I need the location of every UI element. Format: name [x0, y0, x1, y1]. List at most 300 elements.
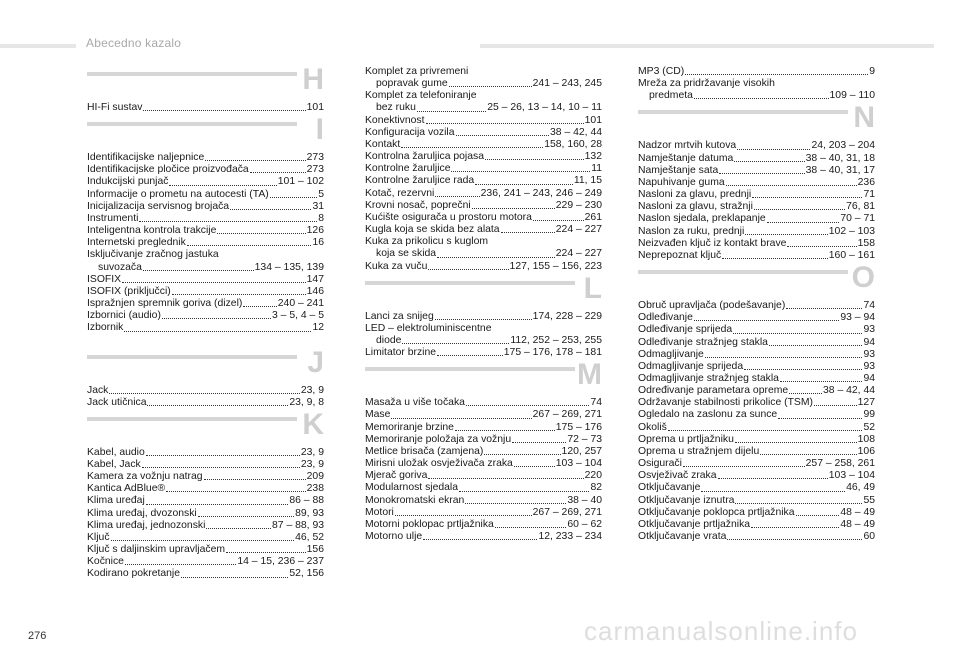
entry-text: Ključ — [87, 531, 110, 543]
index-section — [638, 66, 875, 102]
dot-leader — [744, 369, 862, 370]
index-entry — [87, 568, 324, 580]
index-entry — [638, 165, 875, 177]
entry-pages: 236 — [857, 176, 875, 188]
dot-leader — [449, 86, 532, 87]
entry-pages: 257 – 258, 261 — [805, 458, 875, 470]
entry-pages: 89, 93 — [295, 507, 324, 519]
index-entry — [365, 422, 602, 434]
index-entry — [87, 471, 324, 483]
entry-pages: 74 — [863, 300, 875, 312]
entry-pages: 120, 257 — [561, 445, 602, 457]
entry-pages: 174, 228 – 229 — [532, 310, 602, 322]
index-entry — [365, 507, 602, 519]
dot-leader — [737, 149, 810, 150]
entry-text: Odleđivanje stražnjeg stakla — [638, 336, 768, 348]
index-entry — [365, 66, 602, 78]
dot-leader — [465, 503, 566, 504]
header-rule-right — [480, 44, 934, 48]
dot-leader — [512, 442, 566, 443]
entry-text: Mreža za pridržavanje visokih — [638, 78, 775, 90]
entry-pages: 220 — [584, 470, 602, 482]
dot-leader — [451, 171, 590, 172]
index-entry — [638, 337, 875, 349]
dot-leader — [814, 405, 857, 406]
entry-pages: 23, 9 — [300, 384, 324, 396]
dot-leader — [778, 418, 862, 419]
entry-pages: 112, 252 – 253, 255 — [510, 334, 602, 346]
index-entry — [638, 300, 875, 312]
entry-pages: 23, 9 — [300, 458, 324, 470]
index-entry — [365, 127, 602, 139]
index-entry — [87, 508, 324, 520]
dot-leader — [423, 539, 537, 540]
entry-pages: 99 — [863, 409, 875, 421]
section-letter: O — [851, 261, 875, 295]
entry-text: Otključavanje — [638, 482, 701, 494]
entry-pages: 5 — [318, 188, 324, 200]
entry-text: Okoliš — [638, 421, 667, 433]
index-entry — [365, 446, 602, 458]
section-letter: N — [853, 101, 875, 135]
entry-pages: 109 – 110 — [829, 90, 875, 102]
dot-leader — [484, 454, 560, 455]
index-entry — [638, 66, 875, 78]
entry-text: Kućište osigurača u prostoru motora — [365, 211, 532, 223]
entry-pages: 229 – 230 — [555, 199, 602, 211]
index-entry — [365, 311, 602, 323]
entry-text: Održavanje stabilnosti prikolice (TSM) — [638, 397, 813, 409]
index-section — [638, 101, 875, 262]
index-entry-list — [638, 140, 875, 262]
entry-pages: 74 — [590, 397, 602, 409]
entry-text: Komplet za telefoniranje — [365, 90, 477, 102]
index-entry — [638, 495, 875, 507]
entry-text: Komplet za privremeni — [365, 66, 469, 77]
entry-pages: 23, 9 — [300, 446, 324, 458]
entry-text: Osvježivač zraka — [638, 470, 717, 482]
index-entry — [638, 78, 875, 90]
dot-leader — [726, 185, 857, 186]
index-entry — [638, 226, 875, 238]
dot-leader — [796, 515, 840, 516]
entry-pages: 238 — [306, 483, 324, 495]
index-entry — [638, 446, 875, 458]
entry-text: Identifikacijske pločice proizvođača — [87, 164, 249, 176]
entry-text: Naslon sjedala, preklapanje — [638, 213, 766, 225]
entry-pages: 101 – 102 — [277, 176, 324, 188]
dot-leader — [683, 466, 805, 467]
entry-text: Limitator brzine — [365, 347, 437, 359]
entry-pages: 72 – 73 — [567, 433, 602, 445]
entry-pages: 267 – 269, 271 — [532, 409, 602, 421]
dot-leader — [142, 467, 300, 468]
index-section — [365, 66, 602, 273]
dot-leader — [125, 564, 236, 565]
dot-leader — [733, 333, 862, 334]
page-number: 276 — [28, 630, 47, 642]
index-entry — [87, 225, 324, 237]
index-entry — [87, 213, 324, 225]
index-entry — [87, 495, 324, 507]
entry-text: Kodirano pokretanje — [87, 568, 181, 580]
index-entry — [638, 201, 875, 213]
index-entry — [365, 519, 602, 531]
entry-pages: 87 – 88, 93 — [272, 519, 324, 531]
index-entry — [638, 482, 875, 494]
entry-text: Instrumenti — [87, 212, 139, 224]
entry-text: Određivanje parametara opreme — [638, 385, 789, 397]
index-entry — [87, 102, 324, 114]
dot-leader — [395, 515, 532, 516]
dot-leader — [751, 527, 839, 528]
dot-leader — [719, 173, 804, 174]
entry-text: Identifikacijske naljepnice — [87, 152, 205, 164]
entry-text: Napuhivanje guma — [638, 176, 725, 188]
dot-leader — [459, 491, 589, 492]
dot-leader — [428, 478, 583, 479]
index-entry — [365, 323, 602, 335]
entry-pages: 158, 160, 28 — [544, 138, 602, 150]
entry-pages: 23, 9, 8 — [289, 396, 324, 408]
index-section — [365, 271, 602, 360]
entry-pages: 25 – 26, 13 – 14, 10 – 11 — [487, 102, 602, 114]
dot-leader — [754, 209, 845, 210]
dot-leader — [428, 269, 508, 270]
index-section — [87, 337, 324, 409]
index-entry — [365, 78, 602, 90]
entry-text: Izbornik — [87, 322, 124, 334]
entry-text: Mase — [365, 409, 391, 421]
index-entry — [365, 335, 602, 347]
dot-leader — [204, 479, 306, 480]
section-letter: K — [302, 407, 324, 441]
entry-pages: 175 – 176, 178 – 181 — [503, 347, 602, 359]
entry-text: Odmagljivanje sprijeda — [638, 360, 744, 372]
entry-pages: 103 – 104 — [555, 458, 602, 470]
entry-text: Namještanje datuma — [638, 152, 734, 164]
index-entry-list — [87, 152, 324, 334]
dot-leader — [735, 442, 857, 443]
entry-pages: 236, 241 – 243, 246 – 249 — [480, 187, 602, 199]
dot-leader — [472, 208, 555, 209]
section-letter: L — [583, 271, 602, 305]
entry-pages: 11, 15 — [573, 175, 602, 187]
dot-leader — [166, 491, 306, 492]
entry-pages: 158 — [857, 237, 875, 249]
index-entry-list — [638, 300, 875, 543]
section-heading — [638, 261, 875, 298]
entry-text: Kugla koja se skida bez alata — [365, 224, 500, 236]
entry-text: Ogledalo na zaslonu za sunce — [638, 409, 778, 421]
entry-pages: 46, 52 — [295, 531, 324, 543]
entry-pages: 93 — [863, 324, 875, 336]
entry-pages: 126 — [306, 225, 324, 237]
index-entry — [365, 434, 602, 446]
index-column-3 — [638, 66, 875, 616]
section-heading — [638, 101, 875, 138]
entry-text: Obruč upravljača (podešavanje) — [638, 300, 786, 312]
entry-text: Kontrolna žaruljica pojasa — [365, 151, 484, 163]
index-entry — [638, 189, 875, 201]
dot-leader — [694, 320, 839, 321]
index-section — [87, 113, 324, 334]
index-entry — [638, 361, 875, 373]
entry-text: Izbornici (audio) — [87, 310, 161, 322]
entry-text: suvozača — [98, 261, 142, 273]
index-entry — [638, 90, 875, 102]
section-spacer — [87, 337, 324, 349]
entry-pages: 241 – 243, 245 — [532, 78, 602, 90]
entry-pages: 8 — [318, 212, 324, 224]
index-section — [365, 358, 602, 543]
entry-pages: 93 — [863, 348, 875, 360]
entry-pages: 101 — [584, 114, 602, 126]
entry-pages: 48 – 49 — [840, 506, 875, 518]
section-rule — [87, 72, 297, 76]
index-entry — [87, 385, 324, 397]
section-letter: H — [302, 63, 324, 96]
entry-text: Ispražnjen spremnik goriva (dizel) — [87, 298, 243, 310]
index-entry — [87, 298, 324, 310]
entry-pages: 103 – 104 — [828, 470, 875, 482]
entry-text: Klima uređaj, dvozonski — [87, 507, 197, 519]
index-entry — [365, 248, 602, 260]
entry-pages: 60 — [863, 531, 875, 542]
entry-pages: 71 — [863, 189, 875, 201]
dot-leader — [437, 257, 555, 258]
entry-text: Kamera za vožnju natrag — [87, 471, 203, 483]
entry-pages: 11 — [591, 163, 602, 175]
dot-leader — [514, 466, 555, 467]
entry-pages: 52 — [863, 421, 875, 433]
index-entry — [365, 139, 602, 151]
index-entry — [638, 507, 875, 519]
dot-leader — [162, 318, 271, 319]
index-entry — [638, 373, 875, 385]
entry-text: Nadzor mrtvih kutova — [638, 140, 737, 152]
dot-leader — [226, 552, 306, 553]
entry-text: Motorni poklopac prtljažnika — [365, 518, 494, 530]
entry-pages: 93 – 94 — [840, 312, 875, 324]
entry-text: Mjerač goriva — [365, 470, 428, 482]
entry-text: Ključ s daljinskim upravljačem — [87, 544, 226, 556]
entry-text: Modularnost sjedala — [365, 482, 458, 494]
dot-leader — [217, 233, 305, 234]
dot-leader — [495, 527, 567, 528]
index-entry — [365, 236, 602, 248]
entry-text: Masaža u više točaka — [365, 397, 465, 409]
dot-leader — [143, 110, 305, 111]
dot-leader — [109, 393, 300, 394]
dot-leader — [270, 197, 317, 198]
dot-leader — [435, 319, 532, 320]
entry-text: popravak gume — [376, 78, 448, 90]
dot-leader — [727, 539, 862, 540]
entry-text: Osigurači — [638, 458, 682, 470]
dot-leader — [787, 246, 856, 247]
entry-text: Jack — [87, 384, 109, 396]
index-entry — [87, 532, 324, 544]
entry-pages: 24, 203 – 204 — [811, 140, 875, 152]
index-entry — [638, 153, 875, 165]
dot-leader — [745, 234, 827, 235]
index-entry — [638, 140, 875, 152]
index-entry — [87, 262, 324, 274]
dot-leader — [181, 577, 288, 578]
entry-text: Nasloni za glavu, stražnji — [638, 201, 753, 213]
index-column-2 — [365, 66, 602, 616]
index-entry — [87, 310, 324, 322]
index-entry — [365, 115, 602, 127]
index-entry — [365, 397, 602, 409]
entry-text: Klima uređaj — [87, 495, 145, 507]
index-entry — [87, 544, 324, 556]
index-entry — [638, 531, 875, 543]
dot-leader — [466, 405, 590, 406]
entry-text: Memoriranje položaja za vožnju — [365, 433, 512, 445]
entry-text: Otključavanje prtljažnika — [638, 518, 751, 530]
entry-pages: 127, 155 – 156, 223 — [509, 260, 602, 272]
dot-leader — [230, 209, 311, 210]
entry-text: Otključavanje vrata — [638, 531, 727, 542]
entry-pages: 94 — [863, 372, 875, 384]
index-entry — [365, 151, 602, 163]
index-entry — [365, 200, 602, 212]
entry-text: Internetski preglednik — [87, 237, 186, 249]
entry-text: Kuka za vuču — [365, 260, 428, 272]
entry-pages: 273 — [306, 152, 324, 164]
section-heading — [87, 63, 324, 100]
index-entry — [638, 213, 875, 225]
entry-pages: 240 – 241 — [277, 298, 324, 310]
index-entry — [638, 177, 875, 189]
entry-pages: 9 — [869, 66, 875, 77]
dot-leader — [533, 220, 584, 221]
entry-text: MP3 (CD) — [638, 66, 685, 77]
section-rule — [638, 110, 848, 114]
index-entry — [638, 409, 875, 421]
entry-text: Kotač, rezervni — [365, 187, 435, 199]
entry-pages: 102 – 103 — [828, 225, 875, 237]
entry-pages: 224 – 227 — [555, 248, 602, 260]
dot-leader — [187, 245, 312, 246]
entry-pages: 14 – 15, 236 – 237 — [237, 556, 324, 568]
index-entry — [87, 249, 324, 261]
entry-pages: 101 — [306, 102, 324, 113]
entry-pages: 94 — [863, 336, 875, 348]
index-entry — [87, 483, 324, 495]
dot-leader — [705, 357, 863, 358]
entry-text: Motori — [365, 506, 394, 518]
dot-leader — [402, 343, 509, 344]
index-entry — [87, 237, 324, 249]
dot-leader — [767, 222, 840, 223]
entry-pages: 48 – 49 — [840, 518, 875, 530]
entry-pages: 70 – 71 — [840, 213, 875, 225]
index-entry-list — [638, 66, 875, 102]
entry-text: Inicijalizacija servisnog brojača — [87, 200, 230, 212]
index-section — [638, 261, 875, 543]
entry-text: Klima uređaj, jednozonski — [87, 519, 206, 531]
section-rule — [87, 355, 297, 359]
entry-text: Inteligentna kontrola trakcije — [87, 225, 217, 237]
section-rule — [365, 281, 575, 285]
index-entry — [638, 434, 875, 446]
entry-text: Isključivanje zračnog jastuka — [87, 249, 219, 261]
entry-text: Neizvađen ključ iz kontakt brave — [638, 237, 787, 249]
entry-pages: 224 – 227 — [555, 224, 602, 236]
entry-text: Mirisni uložak osvježivača zraka — [365, 458, 513, 470]
dot-leader — [139, 221, 317, 222]
entry-pages: 175 – 176 — [555, 421, 602, 433]
entry-pages: 147 — [306, 273, 324, 285]
entry-text: predmeta — [649, 90, 693, 102]
dot-leader — [111, 540, 295, 541]
entry-text: Nasloni za glavu, prednji — [638, 189, 752, 201]
index-entry — [638, 312, 875, 324]
entry-text: bez ruku — [376, 102, 416, 114]
dot-leader — [391, 418, 531, 419]
section-rule — [87, 417, 297, 421]
dot-leader — [172, 294, 306, 295]
entry-text: Otključavanje iznutra — [638, 494, 735, 506]
dot-leader — [501, 232, 555, 233]
entry-pages: 38 – 40, 31, 18 — [805, 152, 875, 164]
dot-leader — [735, 503, 862, 504]
entry-pages: 52, 156 — [289, 568, 324, 580]
index-entry — [365, 261, 602, 273]
index-entry-list — [365, 311, 602, 360]
dot-leader — [701, 491, 845, 492]
entry-pages: 108 — [857, 433, 875, 445]
entry-text: Otključavanje poklopca prtljažnika — [638, 506, 795, 518]
entry-text: Oprema u prtljažniku — [638, 433, 734, 445]
entry-text: Kuka za prikolicu s kuglom — [365, 236, 489, 248]
index-entry-list — [365, 397, 602, 543]
entry-pages: 146 — [306, 285, 324, 297]
dot-leader — [789, 393, 822, 394]
index-entry — [365, 175, 602, 187]
entry-pages: 261 — [584, 211, 602, 223]
entry-pages: 273 — [306, 164, 324, 176]
entry-text: Odleđivanje — [638, 312, 693, 324]
entry-pages: 38 – 40 — [567, 494, 602, 506]
entry-pages: 16 — [312, 237, 324, 249]
entry-text: Indukcijski punjač — [87, 176, 169, 188]
dot-leader — [122, 282, 306, 283]
index-entry — [365, 90, 602, 102]
dot-leader — [205, 160, 305, 161]
index-entry — [87, 520, 324, 532]
entry-pages: 86 – 88 — [289, 495, 324, 507]
entry-text: Kočnice — [87, 556, 124, 568]
section-letter: I — [315, 113, 324, 147]
entry-pages: 60 – 62 — [567, 518, 602, 530]
dot-leader — [435, 196, 479, 197]
dot-leader — [243, 306, 276, 307]
entry-pages: 106 — [857, 445, 875, 457]
section-heading — [365, 358, 602, 395]
dot-leader — [485, 159, 584, 160]
entry-text: Krovni nosač, poprečni — [365, 199, 471, 211]
entry-pages: 82 — [590, 482, 602, 494]
entry-pages: 38 – 40, 31, 17 — [805, 164, 875, 176]
dot-leader — [401, 147, 543, 148]
entry-pages: 156 — [306, 544, 324, 556]
entry-pages: 134 – 135, 139 — [254, 261, 324, 273]
index-entry — [638, 250, 875, 262]
